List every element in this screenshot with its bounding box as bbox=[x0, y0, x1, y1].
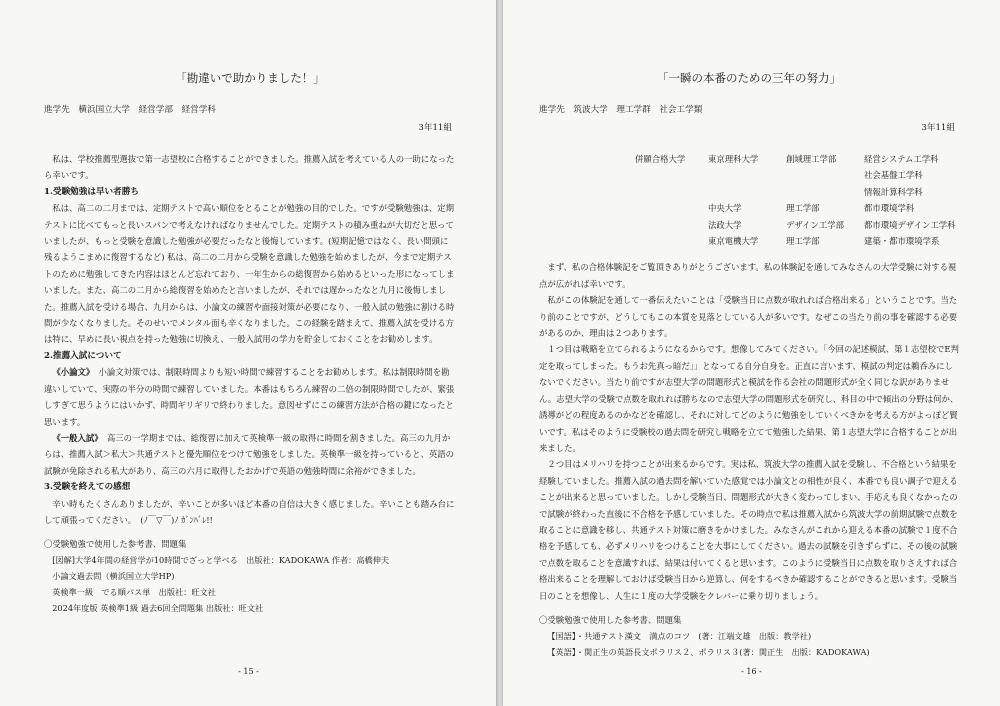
passed-univ: 法政大学 bbox=[708, 219, 742, 230]
passed-univ: 東京理科大学 bbox=[708, 154, 759, 164]
passed-faculty bbox=[786, 167, 864, 183]
page-left bbox=[0, 0, 497, 706]
page-right-content bbox=[539, 70, 959, 660]
intro-paragraph: 私は、学校推薦型選抜で第一志望校に合格することができました。推薦入試を考えている人の一助になったら幸いです。 bbox=[44, 154, 455, 181]
reference-item: 2024年度版 英検準1級 過去6回全問題集 出版社：旺文社 bbox=[52, 603, 264, 614]
essay-paragraph: ２つ目はメリハリを持つことが出来るからです。実は私、筑波大学の推薦入試を受験し、不合格という結果を経験していました。推薦入試の過去問を解いていた感覚では小論文との相性が良く、本番でも良い調子で迎えることが出来ると思っていました。しかし受験当日、問題形式が大きく変わってしまい、手応えも良くなかったので試験が終わった直後に不合格を予感していました。その時点で私は推薦入試から筑波大学の前期試験で点数を取ることに意識を移し、共通テスト対策に磨きをかけました。みなさんがこれから迎える本番の試験で１度不合格を予感しても、必ずメリハリをつけることを大事にしてください。過去の試験を引きずらずに、その後の試験で点数を取ることを意識すれば、結果は付いてくると思います。このように受験当日に点数を取りさえすれば合格出来ることを理解しておけば受験当日から逆算し、何をするべきか確認することができると思います。受験当日のことを想像し、人生に１度の大学受験をクレバーに乗り切りましょう。 bbox=[539, 459, 958, 601]
passed-univ: 中央大学 bbox=[708, 203, 742, 214]
reference-item: 英検準一級 でる順パス単 出版社：旺文社 bbox=[52, 587, 216, 598]
passed-faculty: 理工学部 bbox=[786, 203, 820, 214]
passed-univ: 東京電機大学 bbox=[708, 236, 759, 247]
reference-item: 【国語】・共通テスト漢文 満点のコツ (著：江端文雄 出版：教学社) bbox=[547, 630, 812, 641]
passed-dept: 都市環境学科 bbox=[864, 203, 915, 214]
paragraph-body: 高三の一学期までは、総復習に加えて英検準一級の取得に時間を割きました。高三の九月からは、推薦入試＞私大＞共通テストと優先順位をつけて勉強をしました。英検準一級を持っていると、英語の試験が免除される私大があり、高三の六月に取得したおかげで英語の勉強時間に余裕ができました。 bbox=[44, 432, 455, 476]
paragraph-body: 小論文対策では、制限時間よりも短い時間で練習することをお勧めします。私は制限時間を勘違いしていて、実際の半分の時間で練習していました。本番はもちろん練習の二倍の制限時間でしたが、緊張しすぎて思うようにはいかず、時間ギリギリで終わりました。意図せずにこの練習方法が合格の鍵になったと思います。 bbox=[44, 367, 455, 427]
essay-paragraph: まず、私の合格体験記をご覧頂きありがとうございます。私の体験記を通してみなさんの大学受験に対する視点が広がれば幸いです。 bbox=[539, 262, 957, 289]
passed-row bbox=[635, 233, 959, 249]
essay-title: 「一瞬の本番のための三年の努力」 bbox=[657, 71, 841, 85]
reference-item: [図解]大学4年間の経営学が10時間でざっと学べる 出版社：KADOKAWA 作者：高橋伸夫 bbox=[52, 555, 390, 566]
page-right bbox=[503, 0, 1000, 706]
section-heading-1: 1.受験勉強は早い者勝ち bbox=[44, 186, 139, 197]
passed-row bbox=[635, 184, 959, 200]
passed-row bbox=[635, 217, 959, 233]
essay-paragraph-ippan bbox=[44, 430, 456, 479]
passed-dept: 情報計算科学科 bbox=[864, 186, 923, 197]
section-heading-3: 3.受験を終えての感想 bbox=[44, 482, 131, 493]
section-heading-2: 2.推薦入試について bbox=[44, 350, 122, 361]
passed-univ bbox=[708, 184, 786, 200]
passed-dept: 経営システム工学科 bbox=[864, 154, 939, 164]
essay-paragraph-shoronbun bbox=[44, 364, 456, 430]
passed-faculty: 理工学部 bbox=[786, 236, 820, 247]
passed-row bbox=[635, 167, 959, 183]
passed-row bbox=[635, 151, 959, 167]
passed-universities bbox=[635, 151, 959, 249]
page-number: - 15 - bbox=[238, 667, 259, 676]
reference-item: 【英語】・関正生の英語長文ポラリス２、ポラリス３(著：関正生 出版：KADOKAWA) bbox=[547, 646, 870, 657]
destination: 進学先 筑波大学 理工学群 社会工学類 bbox=[539, 105, 703, 115]
passed-univ bbox=[708, 167, 786, 183]
page-number: - 16 - bbox=[741, 667, 762, 676]
reference-item: 小論文過去問（横浜国立大学HP) bbox=[52, 571, 175, 582]
passed-label: 併願合格大学 bbox=[635, 154, 686, 164]
section-1-paragraph: 私は、高二の二月までは、定期テストで高い順位をとることが勉強の目的でした。ですが受験勉強は、定期テストに比べてもっと長いスパンで考えなければなりませんでした。定期テストの積み重ねが大切だと思っていましたが、もっと受験を意識した勉強が必要だったなと後悔しています。(短期記憶ではなく、長い間頭に残るようこまめに復習するなど) 私は、高二の二月から受験を意識した勉強を始めましたが、今まで定期テストのために勉強してきた内容はほとんど忘れており、一年生からの総復習から始めるといった形になってしまいました。また、高二の二月から総復習を始めたと言いましたが、それでは遅かったなと九月に後悔しました。推薦入試を受ける場合、九月からは、小論文の練習や面接対策が必要になり、一般入試の勉強に割ける時間が少なくなりました。そのせいでメンタル面も辛くなりました。この経験を踏まえて、推薦入試を受ける方は特に、早めに長い視点を持った勉強に切換え、一般入試用の学力を貯金しておくことをお勧めします。 bbox=[44, 203, 455, 345]
destination: 進学先 横浜国立大学 経営学部 経営学科 bbox=[44, 105, 216, 115]
page-left-content bbox=[44, 70, 456, 616]
section-3-paragraph: 辛い時もたくさんありましたが、辛いことが多いほど本番の自信は大きく感じました。辛いことも踏み台にして頑張ってください。 (ﾉ￣▽￣)ﾉ ｶﾞﾝﾊﾞﾚ!! bbox=[44, 498, 455, 525]
passed-row bbox=[635, 200, 959, 216]
passed-faculty: デザイン工学部 bbox=[786, 219, 845, 230]
essay-paragraph: 私がこの体験記を通して一番伝えたいことは「受験当日に点数が取れれば合格出来る」ということです。当たり前のことですが、どうしてもこの本質を見落としている人が多いです。なぜこの当たり前の事を確認する必要があるのか、理由は２つあります。 bbox=[539, 295, 958, 339]
passed-dept: 社会基盤工学科 bbox=[864, 170, 923, 181]
passed-dept: 建築・都市環境学系 bbox=[864, 236, 940, 247]
passed-dept: 都市環境デザイン工学科 bbox=[864, 219, 956, 230]
references-title: 〇受験勉強で使用した参考書、問題集 bbox=[539, 614, 682, 625]
class-label: 3年11組 bbox=[418, 123, 452, 133]
passed-faculty bbox=[786, 184, 864, 200]
paragraph-lead: 《小論文》 bbox=[52, 367, 91, 378]
essay-paragraph: １つ目は戦略を立てられるようになるからです。想像してみてください。「今回の記述模試、第１志望校でE判定を取ってしまった。もうお先真っ暗だ」」となってる自分自身を。正直に言います、模試の判定は鵜呑みにしないでください。当たり前ですが志望大学の問題形式と模試を作る会社の問題形式が全く同じな訳がありません。志望大学の受験で点数を取れれば勝ちなので志望大学の問題形式を研究し、科目の中で傾出の分野は何か、誘導がどの程度あるのかなどを確認し、それに対してどのように勉強をしていくべきかを考える方がよっぽど賢いです。私はそのように受験校の過去問を研究し戦略を立てて勉強した結果、第１志望大学に合格することが出来ました。 bbox=[539, 344, 959, 453]
paragraph-lead: 《一般入試》 bbox=[52, 432, 99, 443]
references-title: 〇受験勉強で使用した参考書、問題集 bbox=[44, 539, 187, 550]
class-label: 3年11組 bbox=[921, 123, 955, 133]
essay-title: 「勘違いで助かりました！」 bbox=[175, 71, 325, 85]
passed-faculty: 創域理工学部 bbox=[786, 154, 837, 164]
